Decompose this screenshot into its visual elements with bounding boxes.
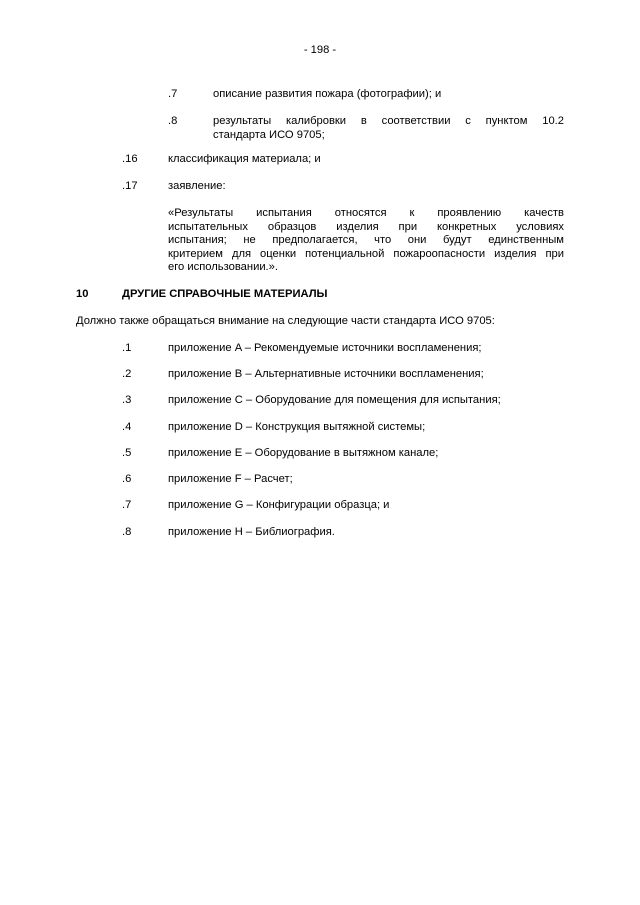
quote-line: испытания; не предполагается, что они будут единственным [168, 234, 564, 246]
section-intro: Должно также обращаться внимание на следующие части стандарта ИСО 9705: [76, 315, 495, 327]
annex-text: приложение F – Расчет; [168, 473, 293, 485]
quote-block [168, 207, 564, 275]
annex-text: приложение D – Конструкция вытяжной системы; [168, 421, 426, 433]
annex-number: .6 [122, 473, 132, 485]
annex-text: приложение C – Оборудование для помещения для испытания; [168, 394, 501, 406]
annex-number: .2 [122, 368, 132, 380]
annex-number: .3 [122, 394, 132, 406]
item-number: .17 [122, 180, 138, 192]
sub-item-text-line: результаты калибровки в соответствии с пунктом 10.2 [213, 115, 564, 127]
section-number: 10 [76, 288, 89, 300]
annex-number: .4 [122, 421, 132, 433]
annex-text: приложение H – Библиография. [168, 526, 335, 538]
quote-line: его использовании.». [168, 261, 279, 273]
quote-line: критерием для оценки потенциальной пожароопасности изделия при [168, 247, 564, 260]
quote-line: испытательных образцов изделия при конкретных условиях [168, 220, 564, 233]
page-number: - 198 - [303, 44, 337, 56]
quote-line: «Результаты испытания относятся к проявлению качеств [168, 207, 564, 219]
item-text: заявление: [168, 180, 226, 192]
section-title: ДРУГИЕ СПРАВОЧНЫЕ МАТЕРИАЛЫ [122, 288, 328, 300]
sub-item-number: .7 [168, 88, 178, 100]
annex-number: .8 [122, 526, 132, 538]
item-number: .16 [122, 153, 138, 165]
item-text: классификация материала; и [168, 153, 321, 165]
annex-text: приложение A – Рекомендуемые источники воспламенения; [168, 342, 482, 354]
annex-text: приложение B – Альтернативные источники воспламенения; [168, 368, 484, 380]
sub-item-text: описание развития пожара (фотографии); и [213, 88, 442, 100]
annex-number: .5 [122, 447, 132, 459]
annex-text: приложение E – Оборудование в вытяжном канале; [168, 447, 439, 459]
annex-number: .1 [122, 342, 132, 354]
annex-text: приложение G – Конфигурации образца; и [168, 499, 390, 511]
sub-item-number: .8 [168, 115, 178, 127]
sub-item-text-line: стандарта ИСО 9705; [213, 128, 325, 141]
annex-number: .7 [122, 499, 132, 511]
